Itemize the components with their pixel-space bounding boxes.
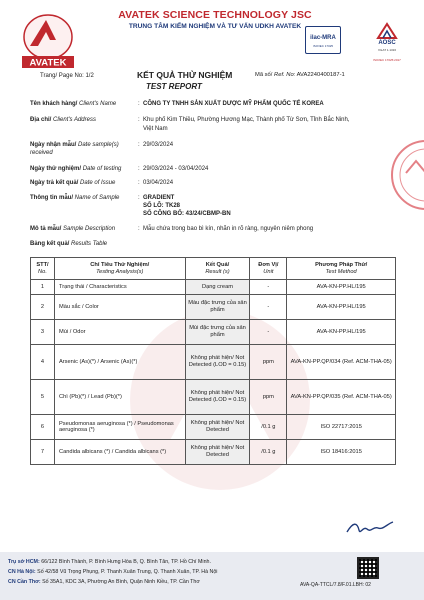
testing-date-label: Ngày thử nghiệm/ Date of testing bbox=[30, 166, 122, 172]
received-date-value: 29/03/2024 bbox=[143, 142, 174, 148]
client-address-label: Địa chỉ/ Client's Address bbox=[30, 117, 96, 123]
testing-date-value: 29/03/2024 - 03/04/2024 bbox=[143, 166, 209, 172]
cell-no: 6 bbox=[31, 415, 55, 440]
colon: : bbox=[138, 101, 140, 107]
red-stamp bbox=[386, 135, 424, 215]
cell-no: 1 bbox=[31, 280, 55, 295]
signature bbox=[345, 520, 395, 538]
cell-unit: /0.1 g bbox=[250, 440, 287, 465]
cell-method: ISO 22717:2015 bbox=[287, 415, 396, 440]
issue-date-value: 03/04/2024 bbox=[143, 180, 174, 186]
aosc-icon bbox=[375, 22, 399, 40]
cell-no: 2 bbox=[31, 295, 55, 320]
cell-analysis: Mùi / Odor bbox=[54, 320, 185, 345]
table-row bbox=[31, 415, 396, 440]
ilac-mra-badge bbox=[305, 26, 341, 54]
aosc-badge-name: AOSC bbox=[378, 40, 396, 46]
cell-result: Không phát hiện/ Not Detected (LOD = 0.15) bbox=[185, 345, 250, 380]
page-number: Trang/ Page No: 1/2 bbox=[40, 73, 94, 79]
header-unit: Đơn Vị/ Unit bbox=[250, 258, 287, 280]
header-result: Kết Quả/ Result (s) bbox=[185, 258, 250, 280]
cell-result: Mùi đặc trưng của sản phẩm bbox=[185, 320, 250, 345]
avatek-logo bbox=[16, 12, 76, 70]
cell-no: 5 bbox=[31, 380, 55, 415]
aosc-badge-code: ISO/IEC 17025:2017 bbox=[373, 58, 401, 62]
report-title-en: TEST REPORT bbox=[146, 82, 202, 91]
table-row bbox=[31, 295, 396, 320]
received-date-label-2: received bbox=[30, 150, 53, 156]
aosc-badge-sub: VILAT 1.1316 bbox=[377, 48, 397, 52]
aosc-badge bbox=[362, 22, 412, 62]
cell-analysis: Pseudomonas aeruginosa (*) / Pseudomonas aeruginosa (*) bbox=[54, 415, 185, 440]
colon: : bbox=[138, 166, 140, 172]
cell-unit: ppm bbox=[250, 380, 287, 415]
sample-description-value: Mẫu chứa trong bao bì kín, nhãn in rõ ràng, nguyên niêm phong bbox=[143, 226, 314, 232]
cell-unit: /0.1 g bbox=[250, 415, 287, 440]
report-title-vn: KẾT QUẢ THỬ NGHIỆM bbox=[137, 70, 233, 80]
cell-unit: ppm bbox=[250, 345, 287, 380]
results-table-label: Bảng kết quả/ Results Table bbox=[30, 241, 108, 247]
client-name-value: CÔNG TY TNHH SẢN XUẤT DƯỢC MỸ PHẨM QUỐC TẾ KOREA bbox=[143, 101, 324, 107]
results-table bbox=[30, 257, 396, 465]
table-row bbox=[31, 380, 396, 415]
cell-unit: - bbox=[250, 320, 287, 345]
cell-result: Màu đặc trưng của sản phẩm bbox=[185, 295, 250, 320]
cell-unit: - bbox=[250, 295, 287, 320]
cell-result: Không phát hiện/ Not Detected (LOD = 0.15) bbox=[185, 380, 250, 415]
issue-date-label: Ngày trả kết quả/ Date of Issue bbox=[30, 180, 116, 186]
table-row bbox=[31, 440, 396, 465]
colon: : bbox=[138, 117, 140, 123]
ilac-badge-name: ilac-MRA bbox=[310, 35, 336, 41]
cell-analysis: Arsenic (As)(*) / Arsenic (As)(*) bbox=[54, 345, 185, 380]
client-address-value-1: Khu phố Kim Thiều, Phường Hương Mạc, Thành phố Từ Sơn, Tỉnh Bắc Ninh, bbox=[143, 117, 350, 123]
colon: : bbox=[138, 195, 140, 201]
reference-number bbox=[255, 72, 345, 78]
footer-hcm: Trụ sở HCM: 66/122 Bình Thành, P. Bình Hưng Hòa B, Q. Bình Tân, TP. Hồ Chí Minh. bbox=[8, 559, 211, 565]
ref-label-en: Ref. No: bbox=[274, 72, 296, 78]
cell-analysis: Màu sắc / Color bbox=[54, 295, 185, 320]
table-row bbox=[31, 280, 396, 295]
sample-description-label: Mô tả mẫu/ Sample Description bbox=[30, 226, 116, 232]
header-method: Phương Pháp Thử/ Test Method bbox=[287, 258, 396, 280]
footer-hanoi: CN Hà Nội: Số 42/58 Vũ Trọng Phụng, P. Thanh Xuân Trung, Q. Thanh Xuân, TP. Hà Nội bbox=[8, 569, 218, 575]
header-no: STT/ No. bbox=[31, 258, 55, 280]
received-date-label: Ngày nhận mẫu/ Date sample(s) bbox=[30, 142, 119, 148]
table-header-row bbox=[31, 258, 396, 280]
cell-no: 7 bbox=[31, 440, 55, 465]
cell-method: AVA-KN-PP.QP/034 (Ref. ACM-THA-05) bbox=[287, 345, 396, 380]
svg-text:AVATEK: AVATEK bbox=[29, 57, 67, 69]
company-subtitle: TRUNG TÂM KIỂM NGHIỆM VÀ TƯ VẤN UDKH AVATEK bbox=[128, 23, 302, 30]
company-name: AVATEK SCIENCE TECHNOLOGY JSC bbox=[118, 9, 312, 21]
ref-value: AVA2240400187-1 bbox=[296, 72, 345, 78]
cell-no: 4 bbox=[31, 345, 55, 380]
colon: : bbox=[138, 226, 140, 232]
cell-method: ISO 18416:2015 bbox=[287, 440, 396, 465]
cell-method: AVA-KN-PP.HL/195 bbox=[287, 280, 396, 295]
sample-announcement-value: SỐ CÔNG BỐ: 43/24/CBMP-BN bbox=[143, 211, 231, 217]
ilac-badge-sub: ISO/IEC 17025 bbox=[312, 44, 334, 48]
table-row bbox=[31, 345, 396, 380]
cell-result: Dạng cream bbox=[185, 280, 250, 295]
document-code: AVA-QA-TTCL/7.8/F.01.LBH: 02 bbox=[300, 582, 371, 588]
cell-result: Không phát hiện/ Not Detected bbox=[185, 415, 250, 440]
cell-analysis: Chì (Pb)(*) / Lead (Pb)(*) bbox=[54, 380, 185, 415]
client-name-label: Tên khách hàng/ Client's Name bbox=[30, 101, 117, 107]
footer-cantho: CN Cần Thơ: Số 35A1, KDC 3A, Phường An Bình, Quận Ninh Kiều, TP. Cần Thơ bbox=[8, 579, 200, 585]
sample-name-value: GRADIENT bbox=[143, 195, 175, 201]
colon: : bbox=[138, 180, 140, 186]
sample-lot-value: SỐ LÔ: TK28 bbox=[143, 203, 181, 209]
cell-analysis: Candida albicans (*) / Candida albicans (*) bbox=[54, 440, 185, 465]
client-address-value-2: Việt Nam bbox=[143, 126, 168, 132]
sample-name-label: Thông tin mẫu/ Name of Sample bbox=[30, 195, 120, 201]
cell-unit: - bbox=[250, 280, 287, 295]
ref-label: Mã số/ bbox=[255, 72, 273, 78]
table-row bbox=[31, 320, 396, 345]
qr-code bbox=[357, 557, 379, 579]
cell-method: AVA-KN-PP.HL/195 bbox=[287, 295, 396, 320]
cell-method: AVA-KN-PP.QP/035 (Ref. ACM-THA-05) bbox=[287, 380, 396, 415]
cell-result: Không phát hiện/ Not Detected bbox=[185, 440, 250, 465]
cell-analysis: Trạng thái / Characteristics bbox=[54, 280, 185, 295]
cell-no: 3 bbox=[31, 320, 55, 345]
colon: : bbox=[138, 142, 140, 148]
header-analysis: Chỉ Tiêu Thử Nghiệm/ Testing Analysis(s) bbox=[54, 258, 185, 280]
cell-method: AVA-KN-PP.HL/195 bbox=[287, 320, 396, 345]
